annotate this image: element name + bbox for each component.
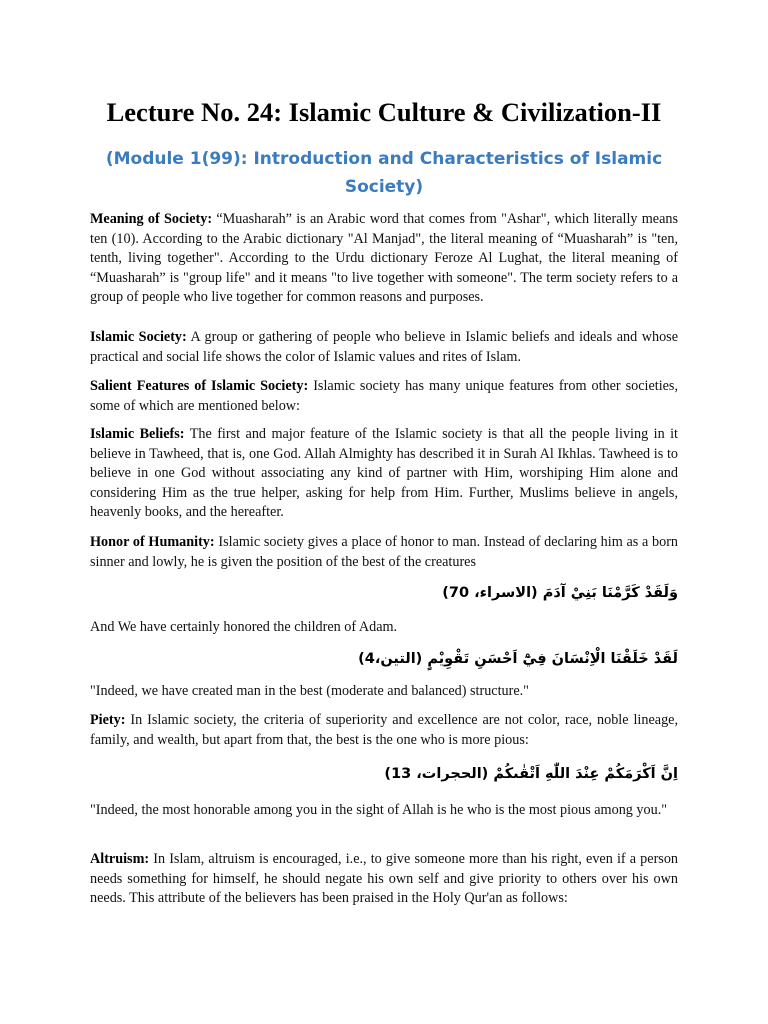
quran-verse-1-arabic: وَلَقَدْ كَرَّمْنَا بَنِيْ آدَمَ (الاسراء، 70) bbox=[442, 585, 678, 601]
heading-salient-features: Salient Features of Islamic Society: bbox=[90, 378, 309, 394]
paragraph-salient-features bbox=[90, 377, 678, 416]
heading-honor-of-humanity: Honor of Humanity: bbox=[90, 534, 215, 550]
text-islamic-beliefs: The first and major feature of the Islamic society is that all the people living in it believe in Tawheed, that is, one God. Allah Almighty has described it in Surah Al Ikhlas. Tawheed is to believe in one God without associating any kind of partner with Him, worshiping Him alone and considering Him as the true helper, asking for help from Him. Further, Muslims believe in angels, heavenly books, and the hereafter. bbox=[90, 426, 678, 521]
quran-verse-1-translation: And We have certainly honored the children of Adam. bbox=[90, 619, 398, 635]
text-salient-features: Islamic society has many unique features from other societies, some of which are mentioned below: bbox=[90, 378, 678, 414]
paragraph-society bbox=[90, 210, 678, 308]
quran-verse-3-translation: "Indeed, the most honorable among you in the sight of Allah is he who is the most pious among you." bbox=[90, 802, 668, 818]
paragraph-honor-of-humanity bbox=[90, 533, 678, 572]
heading-piety: Piety: bbox=[90, 712, 126, 728]
module-subtitle: (Module 1(99): Introduction and Characteristics of Islamic Society) bbox=[105, 149, 663, 197]
text-society: “Muasharah” is an Arabic word that comes from "Ashar", which literally means ten (10). According to the Arabic dictionary "Al Manjad", the literal meaning of “Muasharah” is "ten, tenth, living together". According to the Urdu dictionary Feroze Al Lughat, the literal meaning of “Muasharah” is "group life" and it means "to live together with someone". The term society refers to a group of people who live together for common reasons and purposes. bbox=[90, 211, 679, 306]
text-honor-of-humanity: Islamic society gives a place of honor to man. Instead of declaring him as a born sinner and lowly, he is given the position of the best of the creatures bbox=[90, 534, 679, 570]
paragraph-islamic-society bbox=[90, 328, 678, 367]
quran-verse-2-translation: "Indeed, we have created man in the best (moderate and balanced) structure." bbox=[90, 683, 529, 699]
text-altruism: In Islam, altruism is encouraged, i.e., to give someone more than his right, even if a person needs something for himself, he should negate his own self and give priority to others over his own needs. This attribute of the believers has been praised in the Holy Qur'an as follows: bbox=[90, 851, 679, 907]
text-piety: In Islamic society, the criteria of superiority and excellence are not color, race, noble lineage, family, and wealth, but apart from that, the best is the one who is more pious: bbox=[90, 712, 679, 748]
heading-islamic-beliefs: Islamic Beliefs: bbox=[90, 426, 185, 442]
heading-altruism: Altruism: bbox=[90, 851, 150, 867]
heading-society: Meaning of Society: bbox=[90, 211, 213, 227]
paragraph-piety bbox=[90, 711, 678, 750]
text-islamic-society: A group or gathering of people who believe in Islamic beliefs and ideals and whose practical and social life shows the color of Islamic values and rites of Islam. bbox=[90, 329, 679, 365]
heading-islamic-society: Islamic Society: bbox=[90, 329, 187, 345]
quran-verse-2-arabic: لَقَدْ خَلَقْنَا الْاِنْسَانَ فِيْٓ اَحْسَنِ تَقْوِيْمٍ (التين،4) bbox=[358, 651, 678, 667]
paragraph-islamic-beliefs bbox=[90, 425, 678, 523]
quran-verse-3-arabic: اِنَّ اَكْرَمَكُمْ عِنْدَ اللّٰهِ اَتْقٰىكُمْ (الحجرات، 13) bbox=[384, 766, 678, 782]
paragraph-altruism bbox=[90, 850, 678, 909]
page-title: Lecture No. 24: Islamic Culture & Civilization-II bbox=[106, 97, 662, 127]
